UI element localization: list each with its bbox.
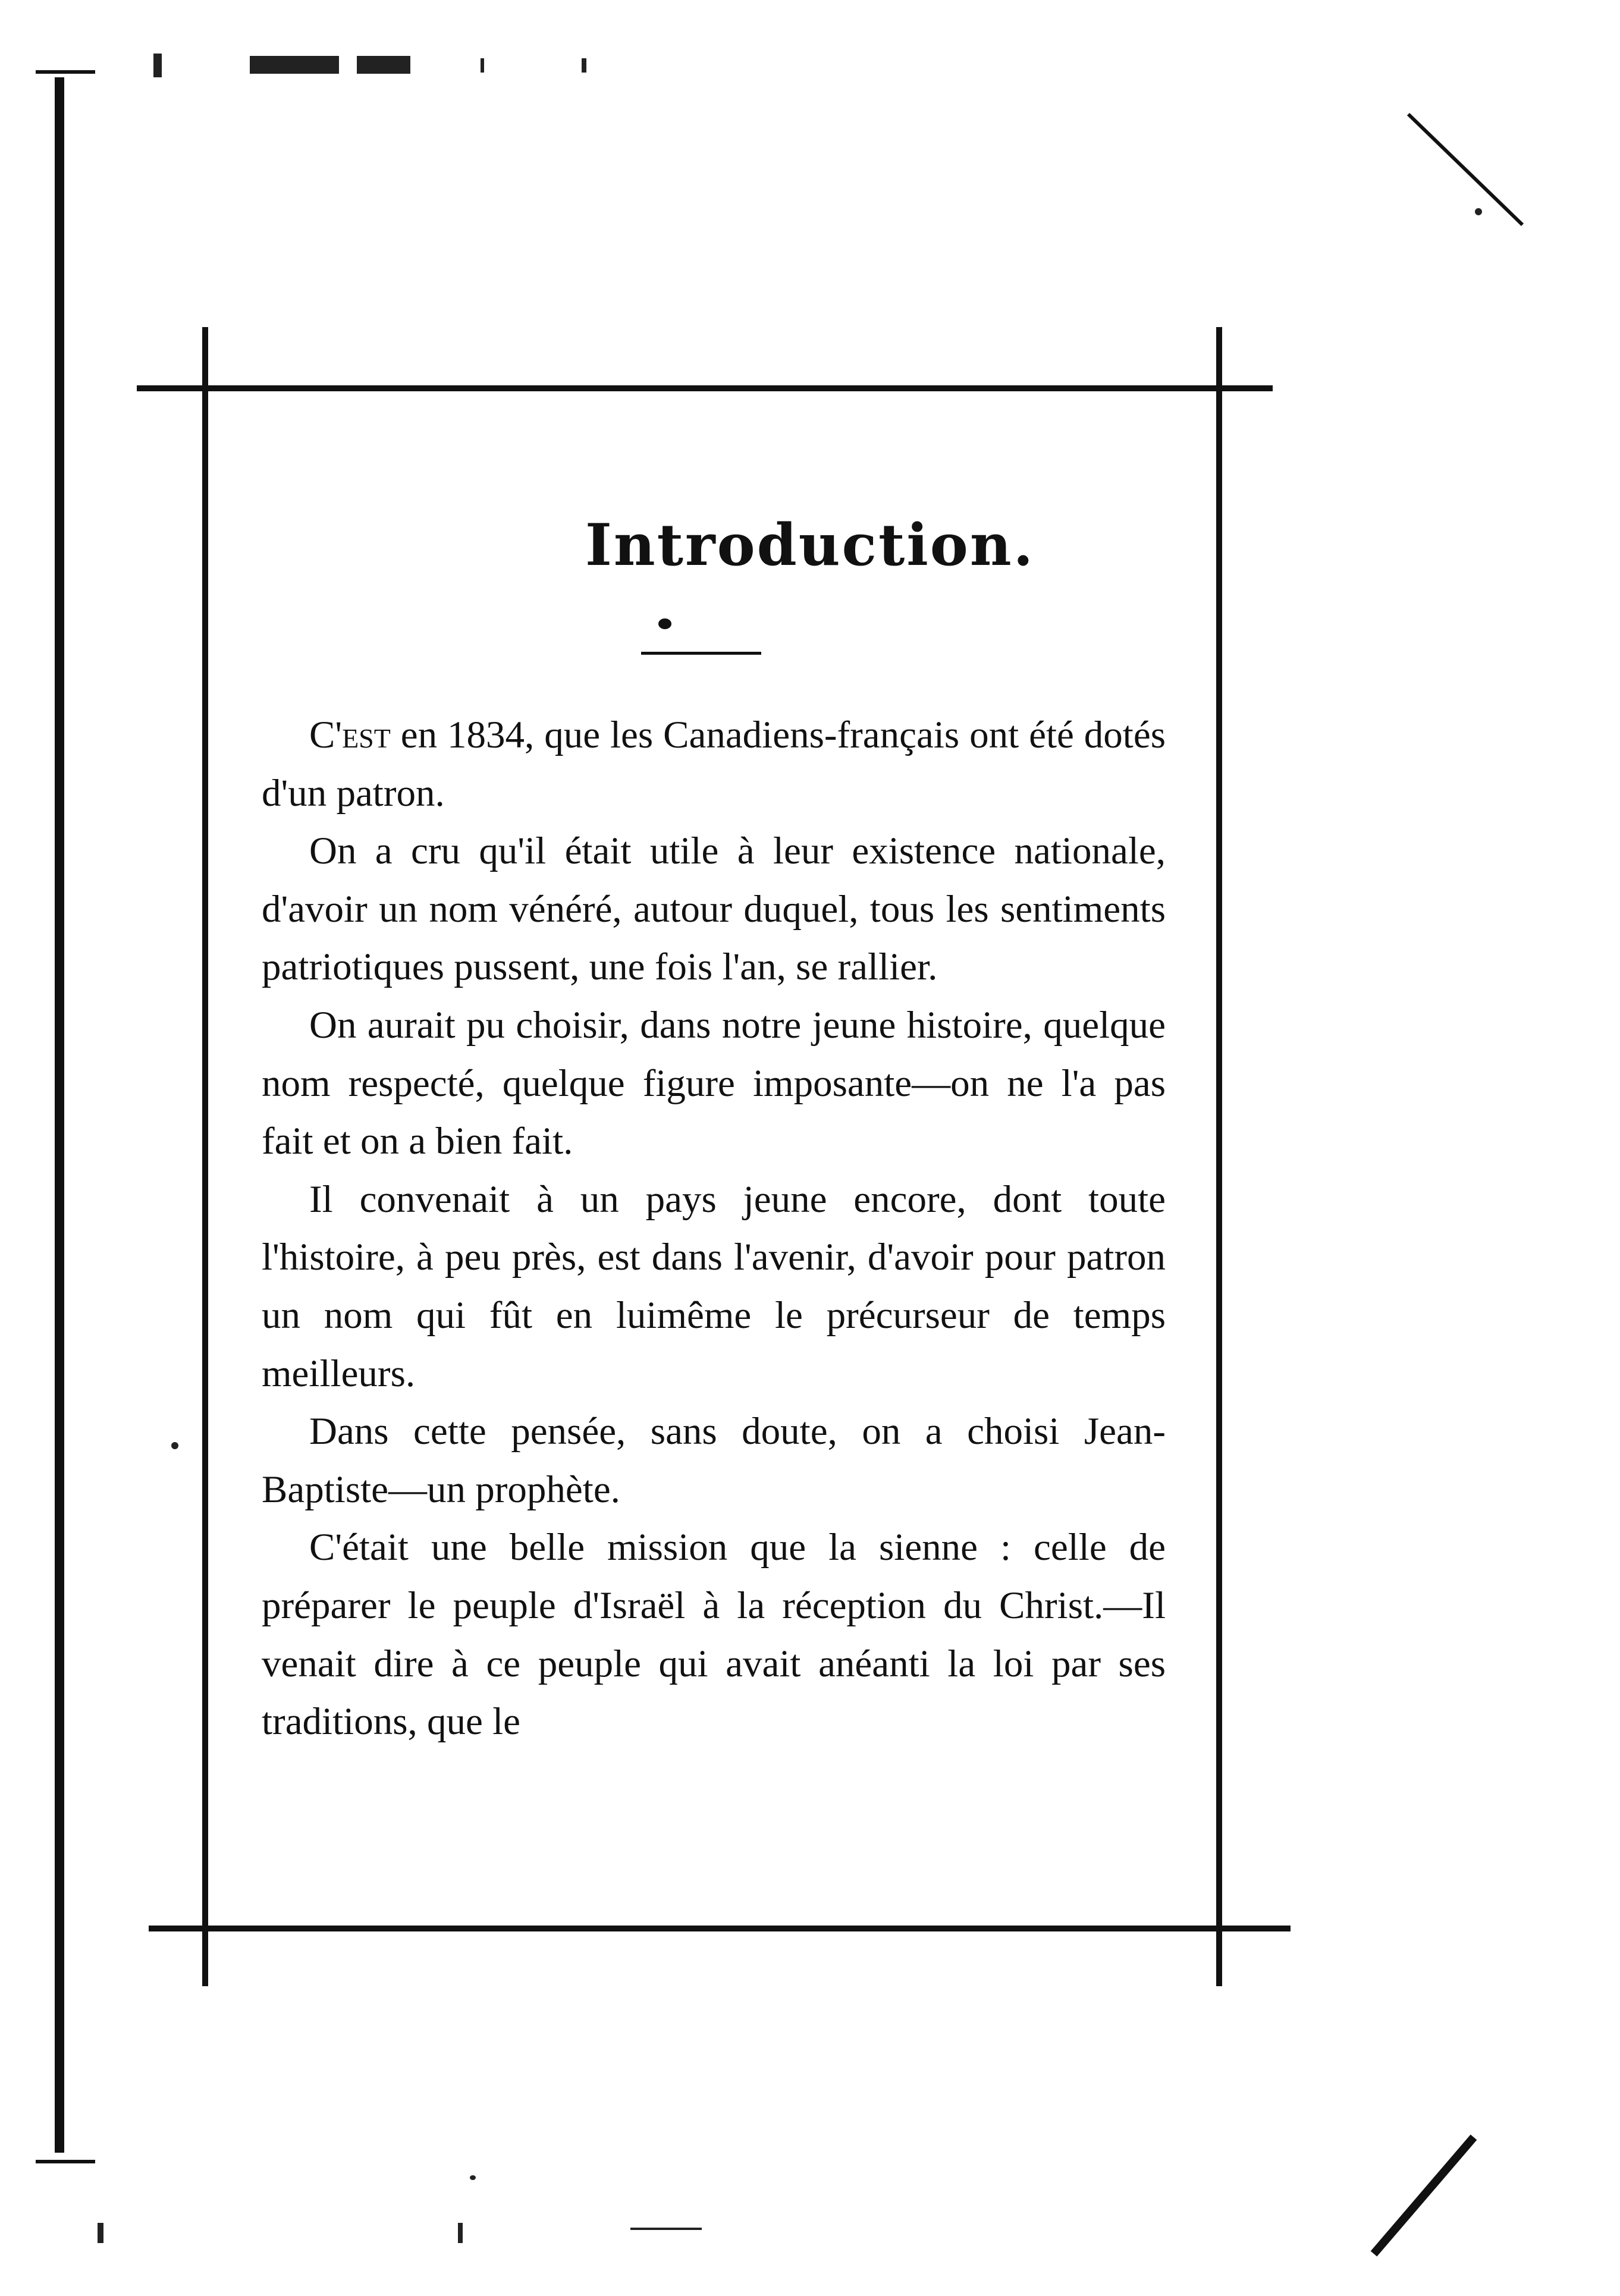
paragraph-3: On aurait pu choisir, dans notre jeune histoire, quelque nom respecté, quelque figure imposante—on ne l'a pas fait et on a bien fait. [262,1003,1166,1163]
title-ornament-dot [658,618,671,629]
page-title: Introduction. [585,511,1035,579]
corner-mark-bottom-right [1374,2137,1474,2254]
paragraph-1 [262,706,1166,822]
title-underline-rule [641,652,761,655]
corner-mark-top-right [1408,114,1522,225]
paragraph-lead-word: C'est [309,714,391,756]
paragraph-5: Dans cette pensée, sans doute, on a choisi Jean-Baptiste—un prophète. [262,1410,1166,1511]
body-text [262,706,1166,1751]
paragraph-2: On a cru qu'il était utile à leur existence nationale, d'avoir un nom vénéré, autour duquel, tous les sentiments patriotiques pussent, une fois l'an, se rallier. [262,830,1166,989]
paragraph-4: Il convenait à un pays jeune encore, dont toute l'histoire, à peu près, est dans l'avenir, d'avoir pour patron un nom qui fût en luimême le précurseur de temps meilleurs. [262,1177,1166,1395]
paragraph-text: en 1834, que les Canadiens-français ont été dotés d'un patron. [262,714,1166,815]
paragraph-6: C'était une belle mission que la sienne : celle de préparer le peuple d'Israël à la réception du Christ.—Il venait dire à ce peuple qui avait anéanti la loi par ses traditions, que le [262,1526,1166,1744]
